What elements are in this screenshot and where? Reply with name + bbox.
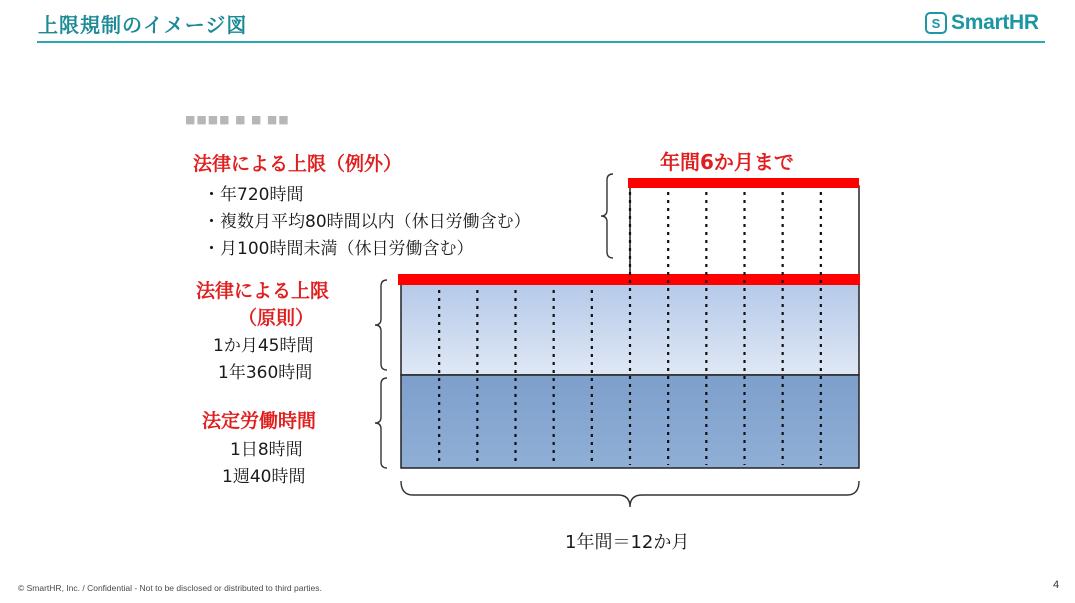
principle-heading: 法律による上限	[196, 280, 330, 302]
exception-limit-line	[628, 178, 859, 188]
year-span-brace	[401, 481, 859, 507]
principle-subheading: （原則）	[238, 307, 315, 329]
faded-caption: ■■■■ ■ ■ ■■	[185, 113, 290, 126]
exception-bracket	[601, 174, 613, 258]
brand-name: SmartHR	[951, 11, 1039, 34]
statutory-bracket	[375, 378, 387, 468]
span-label: 1年間＝12か月	[565, 532, 690, 553]
exception-item-multi-month: ・複数月平均80時間以内（休日労働含む）	[203, 212, 531, 232]
exception-item-annual: ・年720時間	[203, 185, 304, 205]
statutory-item-daily: 1日8時間	[230, 440, 303, 460]
exception-heading: 法律による上限（例外）	[193, 153, 403, 175]
smarthr-logo-icon: S	[925, 12, 947, 34]
footer-copyright: © SmartHR, Inc. / Confidential - Not to be disclosed or distributed to third parties.	[18, 583, 322, 593]
principle-item-monthly: 1か月45時間	[213, 336, 314, 356]
principle-item-annual: 1年360時間	[218, 363, 313, 383]
exception-item-monthly: ・月100時間未満（休日労働含む）	[203, 239, 474, 259]
exception-period-label: 年間6か月まで	[660, 150, 794, 174]
page-number: 4	[1053, 579, 1060, 591]
principle-limit-line	[398, 274, 860, 285]
statutory-item-weekly: 1週40時間	[222, 467, 306, 487]
statutory-heading: 法定労働時間	[202, 410, 317, 432]
statutory-band	[401, 375, 859, 468]
slide-title: 上限規制のイメージ図	[38, 13, 248, 37]
principle-bracket	[375, 280, 387, 370]
